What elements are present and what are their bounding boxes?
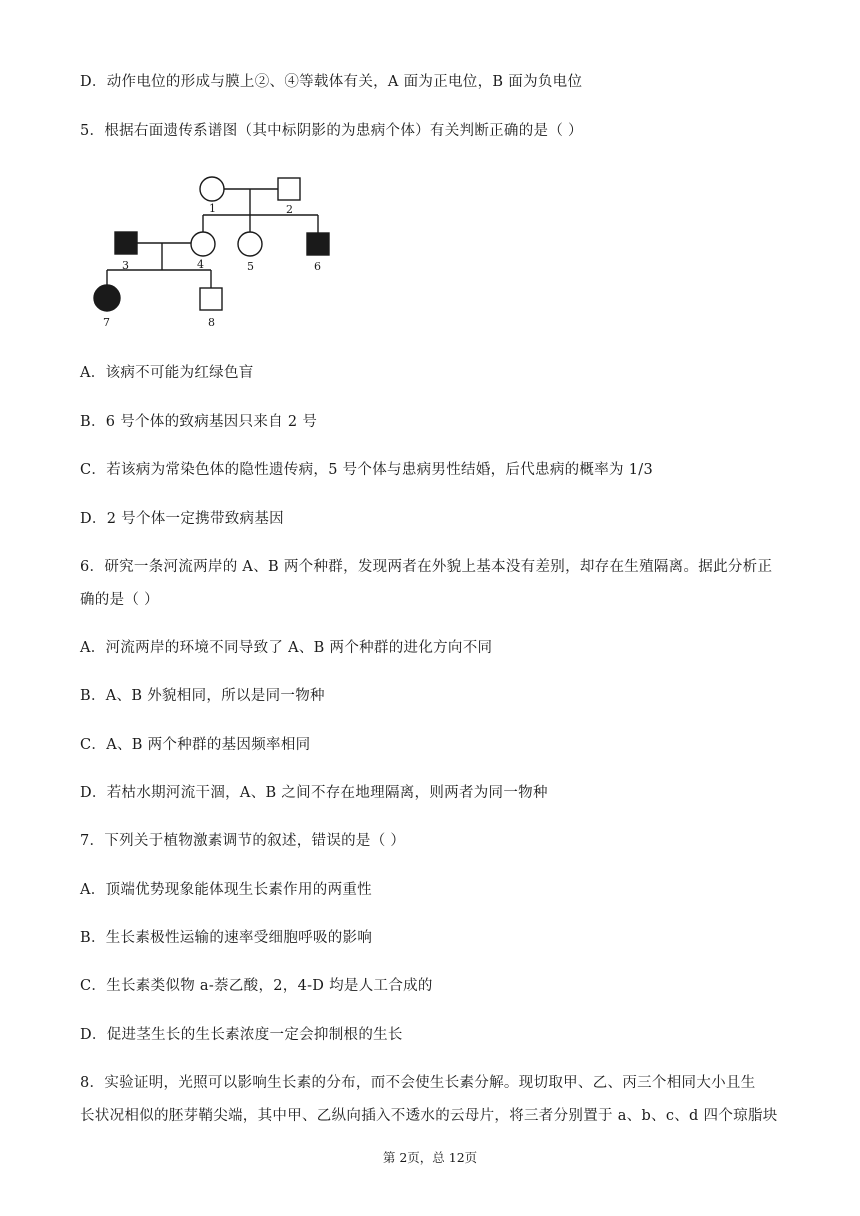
q6-stem-line-2: 确的是（ ）: [80, 592, 159, 608]
individual-2-male: [278, 178, 300, 200]
q6-stem-line-1: 6．研究一条河流两岸的 A、B 两个种群，发现两者在外貌上基本没有差别，却存在生殖隔离。据此分析正: [80, 559, 773, 575]
label-2: 2: [286, 203, 293, 216]
q5-option-b: B．6 号个体的致病基因只来自 2 号: [80, 414, 318, 430]
individual-8-male: [200, 288, 222, 310]
q5-option-a: A．该病不可能为红绿色盲: [80, 365, 254, 381]
q7-option-a: A．顶端优势现象能体现生长素作用的两重性: [80, 882, 372, 898]
q6-option-b: B．A、B 外貌相同，所以是同一物种: [80, 688, 325, 704]
label-1: 1: [209, 202, 216, 215]
individual-3-male-affected: [115, 232, 137, 254]
q5-option-d: D．2 号个体一定携带致病基因: [80, 511, 284, 527]
label-4: 4: [197, 258, 204, 271]
individual-1-female: [200, 177, 224, 201]
q6-option-d: D．若枯水期河流干涸，A、B 之间不存在地理隔离，则两者为同一物种: [80, 785, 548, 801]
label-7: 7: [103, 316, 110, 329]
individual-7-female-affected: [94, 285, 120, 311]
q7-option-d: D．促进茎生长的生长素浓度一定会抑制根的生长: [80, 1027, 403, 1043]
q7-option-c: C．生长素类似物 a-萘乙酸，2，4-D 均是人工合成的: [80, 978, 433, 994]
q6-option-c: C．A、B 两个种群的基因频率相同: [80, 737, 311, 753]
q5-stem: 5．根据右面遗传系谱图（其中标阴影的为患病个体）有关判断正确的是（ ）: [80, 123, 583, 139]
label-3: 3: [122, 259, 129, 272]
label-8: 8: [208, 316, 215, 329]
individual-5-female: [238, 232, 262, 256]
q6-option-a: A．河流两岸的环境不同导致了 A、B 两个种群的进化方向不同: [80, 640, 493, 656]
q8-stem-line-2: 长状况相似的胚芽鞘尖端，其中甲、乙纵向插入不透水的云母片，将三者分别置于 a、b、c、d 四个琼脂块: [80, 1108, 778, 1124]
pedigree-chart: [80, 160, 360, 340]
q7-option-b: B．生长素极性运输的速率受细胞呼吸的影响: [80, 930, 373, 946]
q5-option-c: C．若该病为常染色体的隐性遗传病，5 号个体与患病男性结婚，后代患病的概率为 1/3: [80, 462, 653, 478]
individual-4-female: [191, 232, 215, 256]
q4-option-d: D．动作电位的形成与膜上②、④等载体有关，A 面为正电位，B 面为负电位: [80, 74, 583, 90]
q7-stem: 7．下列关于植物激素调节的叙述，错误的是（ ）: [80, 833, 406, 849]
q8-stem-line-1: 8．实验证明，光照可以影响生长素的分布，而不会使生长素分解。现切取甲、乙、丙三个相同大小且生: [80, 1075, 756, 1091]
individual-6-male-affected: [307, 233, 329, 255]
label-5: 5: [247, 260, 254, 273]
label-6: 6: [314, 260, 321, 273]
page-footer: 第 2页，总 12页: [382, 1150, 478, 1165]
